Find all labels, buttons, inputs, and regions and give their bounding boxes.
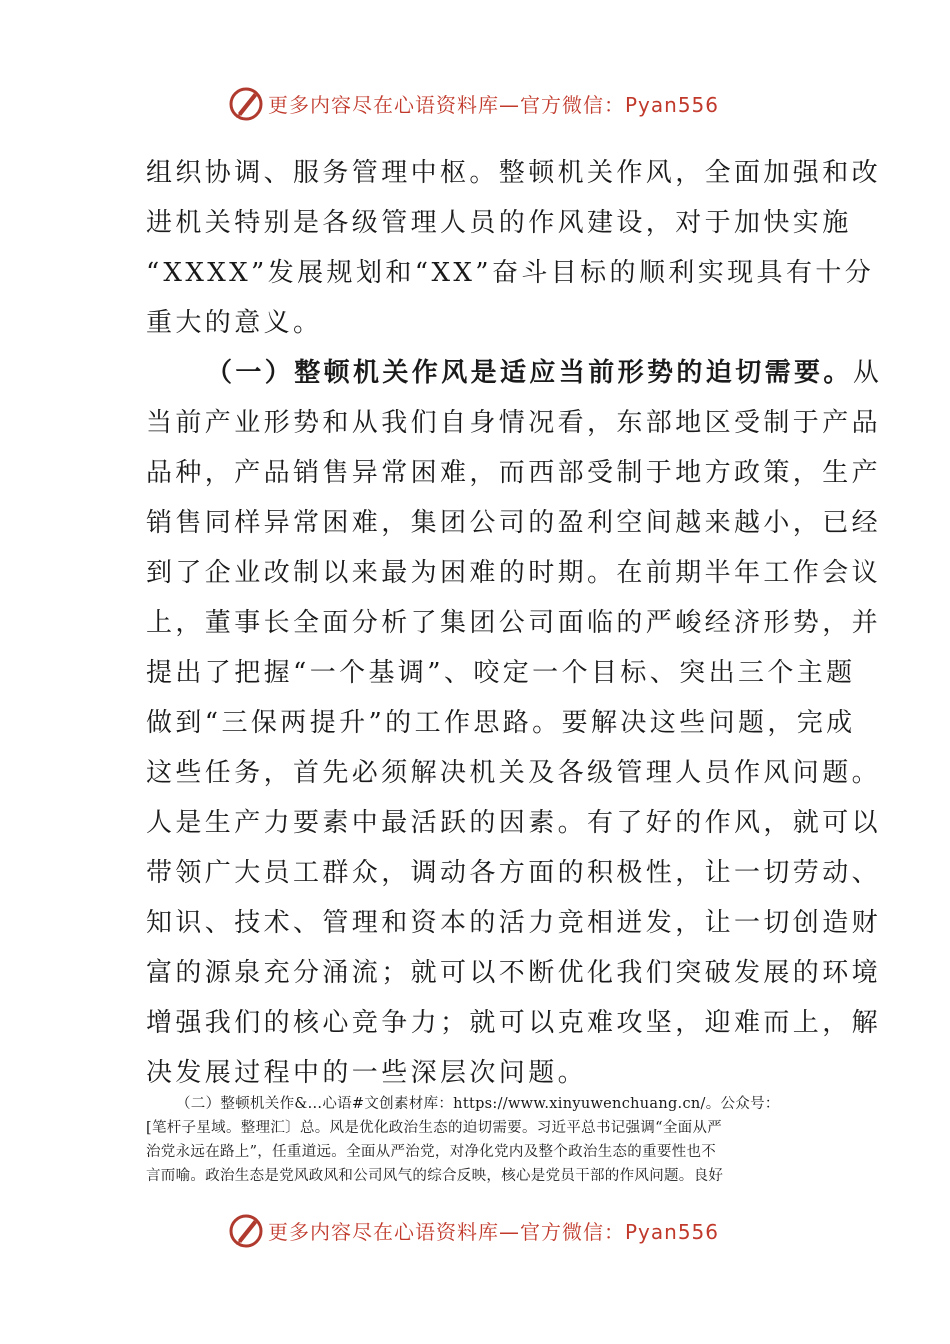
banner-main: 更多内容尽在心语资料库— (268, 1220, 520, 1244)
pen-logo-icon (226, 84, 266, 124)
heading-tail: 从 (852, 358, 883, 388)
body-line: 带领广大员工群众，调动各方面的积极性，让一切劳动、 (146, 858, 882, 888)
body-line: 增强我们的核心竞争力；就可以克难攻坚，迎难而上，解 (146, 1008, 882, 1038)
body-line: 做到“三保两提升”的工作思路。要解决这些问题，完成 (146, 708, 856, 738)
body-line: 重大的意义。 (146, 308, 323, 338)
section-heading: （一）整顿机关作风是适应当前形势的迫切需要。 (206, 358, 853, 388)
body-line: 当前产业形势和从我们自身情况看，东部地区受制于产品 (146, 408, 882, 438)
body-line: 知识、技术、管理和资本的活力竞相迸发，让一切创造财 (146, 908, 882, 938)
body-line: 进机关特别是各级管理人员的作风建设，对于加快实施 (146, 208, 852, 238)
body-line: 品种，产品销售异常困难，而西部受制于地方政策，生产 (146, 458, 882, 488)
banner-wechat: 官方微信：Pyan556 (520, 93, 720, 117)
header-banner (0, 78, 950, 128)
small-line: 治党永远在路上”，任重道远。全面从严治党，对净化党内及整个政治生态的重要性也不 (146, 1144, 717, 1160)
section-heading-line (146, 348, 883, 398)
banner-main: 更多内容尽在心语资料库— (268, 93, 520, 117)
body-line: 上，董事长全面分析了集团公司面临的严峻经济形势，并 (146, 608, 882, 638)
document-body (146, 148, 883, 1098)
small-line: [笔杆子星域。整理汇〕总。风是优化政治生态的迫切需要。习近平总书记强调“全面从严 (146, 1120, 723, 1136)
body-line: “XXXX”发展规划和“XX”奋斗目标的顺利实现具有十分 (146, 258, 875, 288)
body-line: 这些任务，首先必须解决机关及各级管理人员作风问题。 (146, 758, 882, 788)
small-line: （二）整顿机关作&...心语#文创素材库：https://www.xinyuwenchuang.cn/。公众号： (176, 1096, 780, 1112)
body-line: 提出了把握“一个基调”、咬定一个目标、突出三个主题 (146, 658, 856, 688)
small-paragraph (146, 1092, 810, 1188)
footer-banner (0, 1205, 950, 1255)
small-line: 言而喻。政治生态是党风政风和公司风气的综合反映，核心是党员干部的作风问题。良好 (146, 1168, 724, 1184)
body-line: 组织协调、服务管理中枢。整顿机关作风，全面加强和改 (146, 158, 882, 188)
banner-wechat: 官方微信：Pyan556 (520, 1220, 720, 1244)
body-line: 人是生产力要素中最活跃的因素。有了好的作风，就可以 (146, 808, 882, 838)
banner-text (268, 1216, 719, 1245)
pen-logo-icon (226, 1211, 266, 1251)
body-line: 销售同样异常困难，集团公司的盈利空间越来越小，已经 (146, 508, 882, 538)
banner-text (268, 89, 719, 118)
body-line: 富的源泉充分涌流；就可以不断优化我们突破发展的环境 (146, 958, 882, 988)
body-line: 到了企业改制以来最为困难的时期。在前期半年工作会议 (146, 558, 882, 588)
body-line: 决发展过程中的一些深层次问题。 (146, 1058, 588, 1088)
